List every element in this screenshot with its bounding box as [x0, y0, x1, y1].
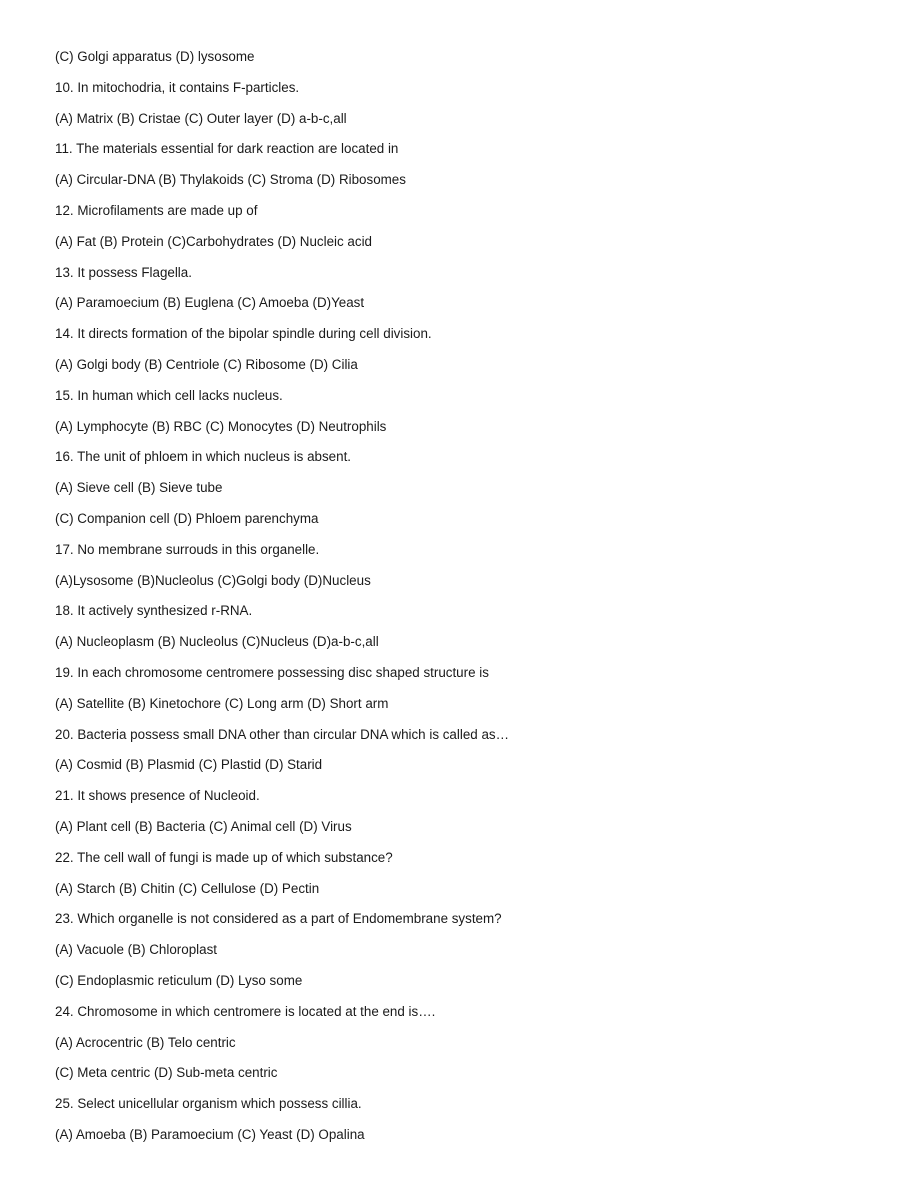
answer-options: (A) Sieve cell (B) Sieve tube — [55, 480, 223, 496]
answer-options: (A) Satellite (B) Kinetochore (C) Long arm (D) Short arm — [55, 695, 389, 711]
answer-options: (A) Starch (B) Chitin (C) Cellulose (D) Pectin — [55, 880, 320, 896]
answer-options: (A) Paramoecium (B) Euglena (C) Amoeba (D)Yeast — [55, 295, 365, 311]
answer-options: (A) Amoeba (B) Paramoecium (C) Yeast (D) Opalina — [55, 1126, 365, 1142]
question-text: 14. It directs formation of the bipolar spindle during cell division. — [55, 326, 432, 342]
question-text: 22. The cell wall of fungi is made up of which substance? — [55, 849, 393, 865]
question-list — [55, 47, 509, 1156]
question-text: 10. In mitochodria, it contains F-particles. — [55, 79, 300, 95]
question-text: 18. It actively synthesized r-RNA. — [55, 603, 253, 619]
question-text: 13. It possess Flagella. — [55, 264, 192, 280]
answer-options: (A) Cosmid (B) Plasmid (C) Plastid (D) Starid — [55, 757, 323, 773]
answer-options: (A) Acrocentric (B) Telo centric — [55, 1034, 236, 1050]
question-text: 16. The unit of phloem in which nucleus is absent. — [55, 449, 352, 465]
answer-options: (A) Matrix (B) Cristae (C) Outer layer (D) a-b-c,all — [55, 110, 347, 126]
question-text: 24. Chromosome in which centromere is located at the end is…. — [55, 1003, 436, 1019]
answer-options: (A) Circular-DNA (B) Thylakoids (C) Stroma (D) Ribosomes — [55, 172, 406, 188]
answer-options: (A) Nucleoplasm (B) Nucleolus (C)Nucleus (D)a-b-c,all — [55, 634, 379, 650]
answer-options: (C) Endoplasmic reticulum (D) Lyso some — [55, 972, 303, 988]
question-text: 15. In human which cell lacks nucleus. — [55, 387, 283, 403]
question-text: 11. The materials essential for dark reaction are located in — [55, 141, 399, 157]
question-text: 23. Which organelle is not considered as a part of Endomembrane system? — [55, 911, 502, 927]
answer-options: (C) Companion cell (D) Phloem parenchyma — [55, 510, 319, 526]
question-text: 20. Bacteria possess small DNA other than circular DNA which is called as… — [55, 726, 509, 742]
question-text: 12. Microfilaments are made up of — [55, 202, 258, 218]
answer-options: (A)Lysosome (B)Nucleolus (C)Golgi body (D)Nucleus — [55, 572, 371, 588]
question-text: 21. It shows presence of Nucleoid. — [55, 788, 260, 804]
question-text: 19. In each chromosome centromere possessing disc shaped structure is — [55, 664, 489, 680]
answer-options: (A) Vacuole (B) Chloroplast — [55, 942, 217, 958]
answer-options: (A) Lymphocyte (B) RBC (C) Monocytes (D) Neutrophils — [55, 418, 387, 434]
question-text: 17. No membrane surrouds in this organelle. — [55, 541, 320, 557]
answer-options: (A) Plant cell (B) Bacteria (C) Animal cell (D) Virus — [55, 818, 352, 834]
answer-options: (C) Meta centric (D) Sub-meta centric — [55, 1065, 278, 1081]
answer-options: (A) Fat (B) Protein (C)Carbohydrates (D) Nucleic acid — [55, 233, 372, 249]
answer-options: (C) Golgi apparatus (D) lysosome — [55, 49, 255, 64]
question-text: 25. Select unicellular organism which possess cillia. — [55, 1096, 362, 1112]
answer-options: (A) Golgi body (B) Centriole (C) Ribosome (D) Cilia — [55, 356, 358, 372]
